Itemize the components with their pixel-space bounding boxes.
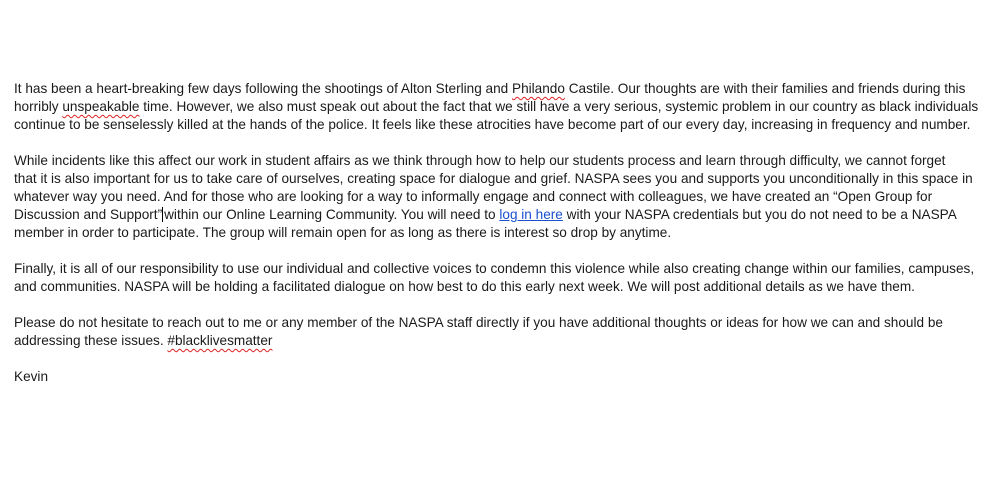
document-body[interactable]: [14, 80, 998, 404]
paragraph-3-line-2: and communities. NASPA will be holding a facilitated dialogue on how best to do this early next week. We will post additional details as we have them.: [14, 279, 915, 294]
paragraph-4: [14, 314, 998, 350]
paragraph-2: [14, 152, 998, 242]
paragraph-2-line-4: [14, 206, 998, 224]
login-link[interactable]: log in here: [499, 207, 563, 222]
paragraph-3: [14, 260, 998, 296]
paragraph-1-line-1: [14, 80, 998, 98]
paragraph-1: [14, 80, 998, 134]
text-run: within our Online Learning Community. You will need to: [164, 207, 500, 222]
text-run: horribly: [14, 99, 63, 114]
misspelled-word[interactable]: Philando: [512, 81, 565, 96]
paragraph-2-line-5: member in order to participate. The group will remain open for as long as there is interest so drop by anytime.: [14, 225, 672, 240]
paragraph-4-line-2: [14, 332, 998, 350]
text-run: Castile. Our thoughts are with their families and friends during this: [564, 81, 966, 96]
paragraph-4-line-1: Please do not hesitate to reach out to me or any member of the NASPA staff directly if you have additional thoughts or ideas for how we can and should be: [14, 315, 943, 330]
paragraph-2-line-1: While incidents like this affect our work in student affairs as we think through how to help our students process and learn through difficulty, we cannot forget: [14, 153, 946, 168]
paragraph-2-line-2: that it is also important for us to take care of ourselves, creating space for dialogue and grief. NASPA sees you and supports you unconditionally in this space in: [14, 171, 973, 186]
text-run: with your NASPA credentials but you do not need to be a NASPA: [562, 207, 957, 222]
paragraph-3-line-1: Finally, it is all of our responsibility to use our individual and collective voices to condemn this violence while also creating change within our families, campuses,: [14, 261, 975, 276]
text-run: addressing these issues.: [14, 333, 168, 348]
text-run: Discussion and Support”: [14, 207, 163, 222]
misspelled-word[interactable]: unspeakable: [62, 99, 140, 114]
paragraph-1-line-2: [14, 98, 998, 116]
signature: Kevin: [14, 369, 49, 384]
paragraph-1-line-3: continue to be senselessly killed at the hands of the police. It feels like these atrocities have become part of our every day, increasing in frequency and number.: [14, 117, 971, 132]
text-run: time. However, we also must speak out about the fact that we still have a very serious, systemic problem in our country as black individuals: [139, 99, 979, 114]
text-run: It has been a heart-breaking few days following the shootings of Alton Sterling and: [14, 81, 512, 96]
hashtag-misspelled[interactable]: #blacklivesmatter: [167, 333, 273, 348]
paragraph-2-line-3: whatever way you need. And for those who are looking for a way to informally engage and connect with colleagues, we have created an “Open Group for: [14, 189, 933, 204]
text-cursor: [162, 207, 163, 222]
